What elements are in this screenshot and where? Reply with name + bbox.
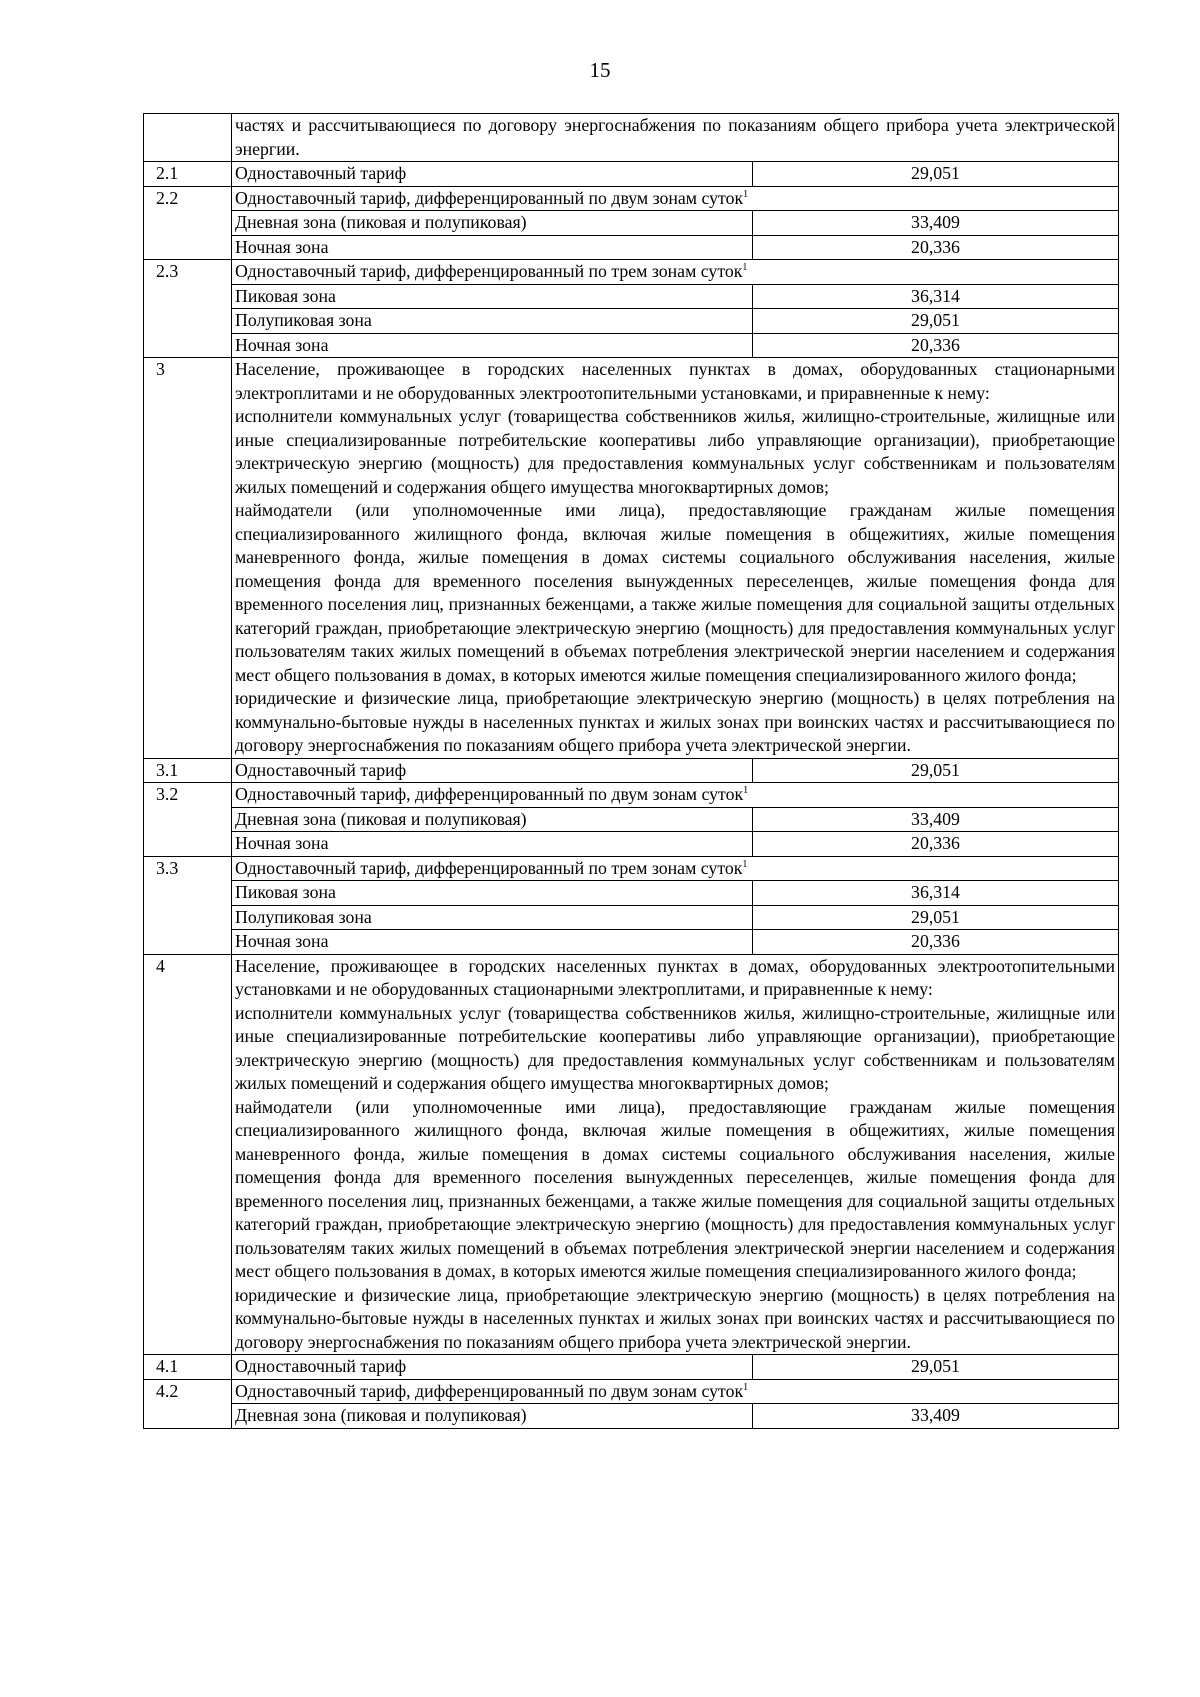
tariff-group-row [144,186,1119,211]
tariff-group-label [232,186,1119,211]
tariff-group-row [144,783,1119,808]
tariff-zone-row [144,211,1119,236]
zone-label: Ночная зона [232,235,753,260]
tariff-row [144,162,1119,187]
tariff-zone-row [144,284,1119,309]
zone-value: 36,314 [753,881,1119,906]
tariff-row [144,1355,1119,1380]
category-description [232,358,1119,759]
tariff-group-row [144,856,1119,881]
zone-value: 29,051 [753,905,1119,930]
tariff-group-row [144,260,1119,285]
tariff-group-text: Одноставочный тариф, дифференцированный по трем зонам суток [235,261,743,281]
tariff-number: 3.2 [144,783,232,857]
tariff-zone-row [144,235,1119,260]
category-number [144,114,232,162]
tariff-zone-row [144,832,1119,857]
footnote-marker: 1 [743,188,749,200]
footnote-marker: 1 [742,262,748,274]
tariff-value: 29,051 [753,162,1119,187]
description-paragraph: исполнители коммунальных услуг (товарищества собственников жилья, жилищно-строительные, жилищные или иные специализированные потребительские кооперативы либо управляющие организации), приобретающие электрическую энергию (мощность) для предоставления коммунальных услуг собственникам и пользователям жилых помещений и содержания общего имущества многоквартирных домов; [235,406,1116,497]
zone-value: 33,409 [753,807,1119,832]
description-paragraph: исполнители коммунальных услуг (товарищества собственников жилья, жилищно-строительные, жилищные или иные специализированные потребительские кооперативы либо управляющие организации), приобретающие электрическую энергию (мощность) для предоставления коммунальных услуг собственникам и пользователям жилых помещений и содержания общего имущества многоквартирных домов; [235,1002,1116,1093]
category-description-row [144,114,1119,162]
tariff-group-text: Одноставочный тариф, дифференцированный по двум зонам суток [235,1380,744,1401]
tariff-number: 3.1 [144,758,232,783]
category-description [232,954,1119,1355]
tariff-number: 4.1 [144,1355,232,1380]
tariff-table-body [144,114,1119,1429]
zone-value: 33,409 [753,211,1119,236]
tariff-zone-row [144,881,1119,906]
tariff-row [144,758,1119,783]
tariff-number: 2.2 [144,186,232,260]
tariff-group-label [232,856,1119,881]
category-number: 3 [144,358,232,759]
zone-label: Пиковая зона [232,881,753,906]
footnote-marker: 1 [742,858,748,870]
footnote-marker: 1 [743,785,749,797]
zone-value: 36,314 [753,284,1119,309]
tariff-number: 2.3 [144,260,232,358]
category-number: 4 [144,954,232,1355]
description-paragraph: наймодатели (или уполномоченные ими лица), предоставляющие гражданам жилые помещения специализированного жилищного фонда, включая жилые помещения в общежитиях, жилые помещения маневренного фонда, жилые помещения в домах системы социального обслуживания населения, жилые помещения фонда для временного поселения вынужденных переселенцев, жилые помещения фонда для временного поселения лиц, признанных беженцами, а также жилые помещения для социальной защиты отдельных категорий граждан, приобретающие электрическую энергию (мощность) для предоставления коммунальных услуг пользователям таких жилых помещений в объемах потребления электрической энергии населением и содержания мест общего пользования в домах, в которых имеются жилые помещения специализированного жилого фонда; [235,1096,1116,1281]
description-paragraph: юридические и физические лица, приобретающие электрическую энергию (мощность) в целях потребления на коммунально-бытовые нужды в населенных пунктах и жилых зонах при воинских частях и рассчитывающиеся по договору энергоснабжения по показаниям общего прибора учета электрической энергии. [235,1284,1116,1352]
zone-value: 33,409 [753,1404,1119,1429]
zone-label: Полупиковая зона [232,905,753,930]
description-paragraph: частях и рассчитывающиеся по договору энергоснабжения по показаниям общего прибора учета электрической энергии. [235,115,1116,159]
tariff-number: 4.2 [144,1379,232,1428]
zone-label: Дневная зона (пиковая и полупиковая) [232,211,753,236]
tariff-number: 3.3 [144,856,232,954]
tariff-value: 29,051 [753,1355,1119,1380]
tariff-zone-row [144,333,1119,358]
tariff-label: Одноставочный тариф [232,162,753,187]
zone-label: Полупиковая зона [232,309,753,334]
tariff-zone-row [144,1404,1119,1429]
zone-label: Дневная зона (пиковая и полупиковая) [232,1404,753,1429]
tariff-table [143,113,1119,1429]
zone-label: Дневная зона (пиковая и полупиковая) [232,807,753,832]
tariff-value: 29,051 [753,758,1119,783]
tariff-group-text: Одноставочный тариф, дифференцированный по двум зонам суток [235,187,744,208]
description-paragraph: юридические и физические лица, приобретающие электрическую энергию (мощность) в целях потребления на коммунально-бытовые нужды в населенных пунктах и жилых зонах при воинских частях и рассчитывающиеся по договору энергоснабжения по показаниям общего прибора учета электрической энергии. [235,688,1116,755]
tariff-label: Одноставочный тариф [232,1355,753,1380]
zone-value: 20,336 [753,930,1119,955]
tariff-group-text: Одноставочный тариф, дифференцированный по трем зонам суток [235,857,743,878]
zone-value: 20,336 [753,333,1119,358]
tariff-zone-row [144,807,1119,832]
description-paragraph: Население, проживающее в городских населенных пунктах в домах, оборудованных стационарными электроплитами и не оборудованных электроотопительными установками, и приравненные к нему: [235,359,1116,403]
zone-label: Пиковая зона [232,284,753,309]
tariff-number: 2.1 [144,162,232,187]
tariff-group-row [144,1379,1119,1404]
page-number: 15 [589,58,611,82]
zone-label: Ночная зона [232,930,753,955]
description-paragraph: Население, проживающее в городских населенных пунктах в домах, оборудованных электроотопительными установками и не оборудованных стационарными электроплитами, и приравненные к нему: [235,955,1116,999]
zone-value: 29,051 [753,309,1119,334]
zone-value: 20,336 [753,832,1119,857]
tariff-zone-row [144,905,1119,930]
tariff-zone-row [144,309,1119,334]
tariff-group-label [232,783,1119,808]
category-description-row [144,954,1119,1355]
tariff-group-label [232,1379,1119,1404]
description-paragraph: наймодатели (или уполномоченные ими лица), предоставляющие гражданам жилые помещения специализированного жилищного фонда, включая жилые помещения в общежитиях, жилые помещения маневренного фонда, жилые помещения в домах системы социального обслуживания населения, жилые помещения фонда для временного поселения вынужденных переселенцев, жилые помещения фонда для временного поселения лиц, признанных беженцами, а также жилые помещения для социальной защиты отдельных категорий граждан, приобретающие электрическую энергию (мощность) для предоставления коммунальных услуг пользователям таких жилых помещений в объемах потребления электрической энергии населением и содержания мест общего пользования в домах, в которых имеются жилые помещения специализированного жилого фонда; [235,500,1116,685]
zone-value: 20,336 [753,235,1119,260]
tariff-group-label [232,260,1119,285]
zone-label: Ночная зона [232,333,753,358]
tariff-zone-row [144,930,1119,955]
zone-label: Ночная зона [232,832,753,857]
tariff-label: Одноставочный тариф [232,758,753,783]
footnote-marker: 1 [743,1381,749,1393]
category-description-row [144,358,1119,759]
category-description [232,114,1119,162]
tariff-group-text: Одноставочный тариф, дифференцированный по двум зонам суток [235,784,744,804]
